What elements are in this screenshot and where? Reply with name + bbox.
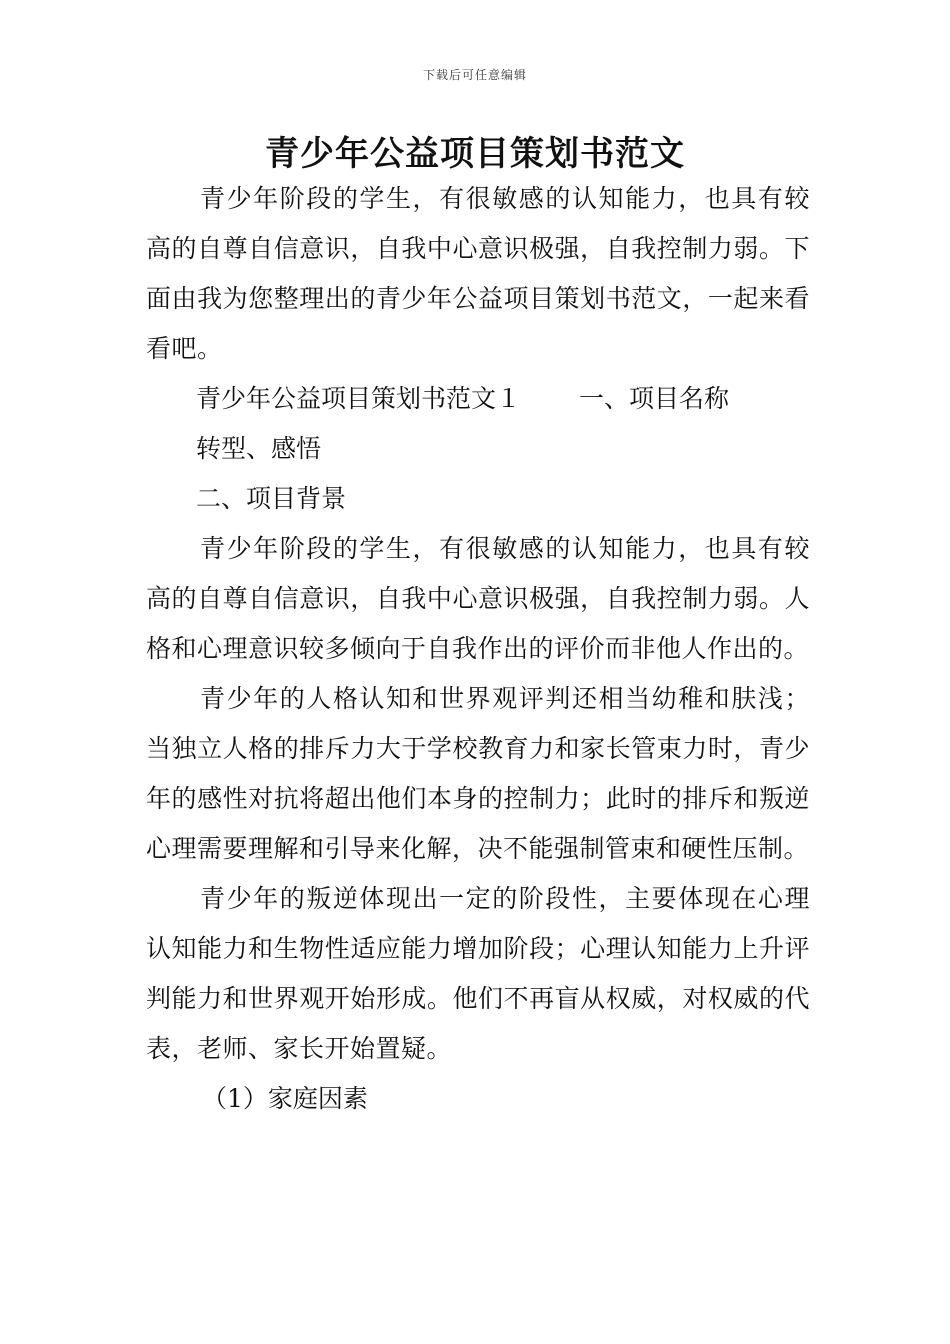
document-body [146, 174, 810, 1124]
background-paragraph-3: 青少年的叛逆体现出一定的阶段性，主要体现在心理认知能力和生物性适应能力增加阶段；心理认知能力上升评判能力和世界观开始形成。他们不再盲从权威，对权威的代表，老师、家长开始置疑。 [146, 884, 810, 1063]
background-paragraph-1: 青少年阶段的学生，有很敏感的认知能力，也具有较高的自尊自信意识，自我中心意识极强，自我控制力弱。人格和心理意识较多倾向于自我作出的评价而非他人作出的。 [146, 534, 810, 663]
section-heading-line [146, 374, 810, 424]
page-header-note: 下载后可任意编辑 [422, 68, 527, 82]
section-heading: 青少年公益项目策划书范文１ [196, 384, 522, 413]
intro-paragraph: 青少年阶段的学生，有很敏感的认知能力，也具有较高的自尊自信意识，自我中心意识极强，自我控制力弱。下面由我为您整理出的青少年公益项目策划书范文，一起来看看吧。 [146, 184, 810, 363]
item1-content: 转型、感悟 [196, 434, 322, 463]
background-paragraph-2: 青少年的人格认知和世界观评判还相当幼稚和肤浅；当独立人格的排斥力大于学校教育力和家长管束力时，青少年的感性对抗将超出他们本身的控制力；此时的排斥和叛逆心理需要理解和引导来化解，决不能强制管束和硬性压制。 [146, 684, 810, 863]
item1-heading: 一、项目名称 [579, 384, 730, 413]
document-title: 青少年公益项目策划书范文 [265, 134, 685, 174]
item2-heading: 二、项目背景 [196, 484, 347, 513]
sub-heading-family-factors: （1）家庭因素 [202, 1084, 368, 1113]
